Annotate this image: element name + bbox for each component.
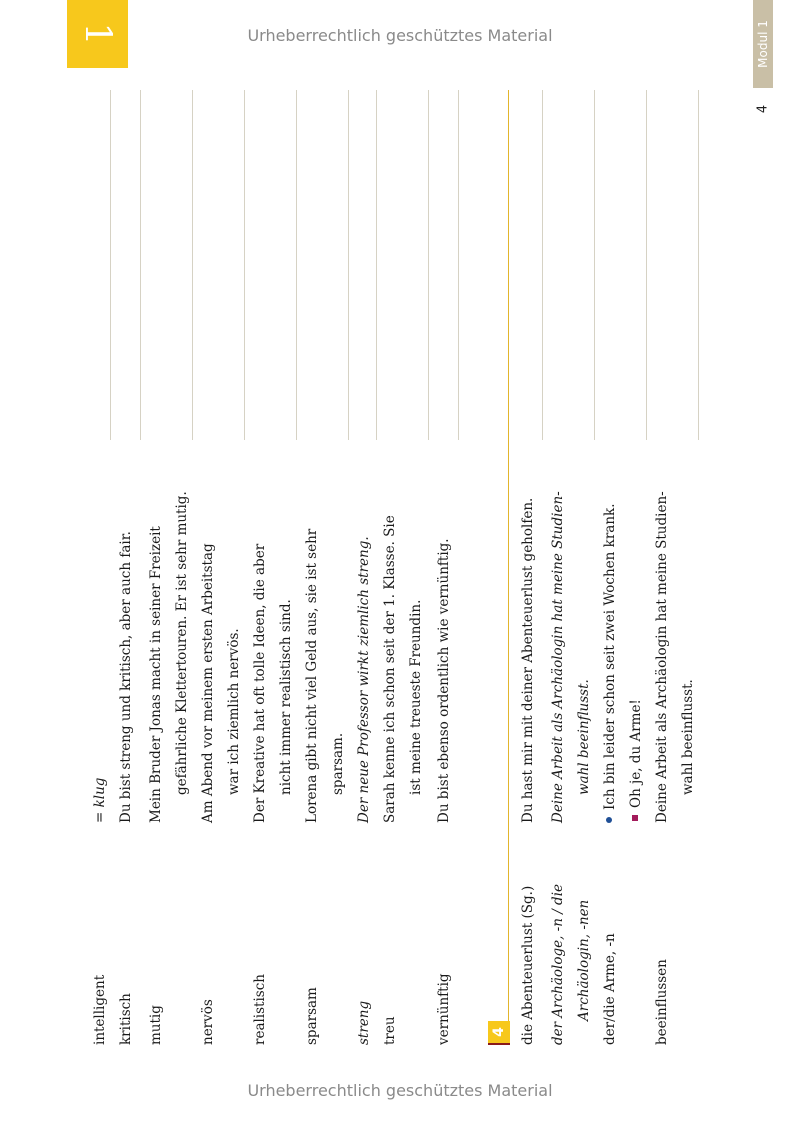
vocab-example xyxy=(88,428,114,823)
note-line xyxy=(646,90,647,440)
example-line: = klug xyxy=(92,777,108,823)
chapter-badge xyxy=(67,0,128,68)
vocab-example xyxy=(196,428,247,823)
module-tab xyxy=(753,0,773,88)
vocab-example xyxy=(650,428,701,823)
vocab-example xyxy=(598,428,649,823)
note-line xyxy=(140,90,141,440)
example-line: Mein Bruder Jonas macht in seiner Freizeit xyxy=(148,526,164,823)
vocab-word: sparsam xyxy=(304,987,320,1045)
watermark-bottom: Urheberrechtlich geschütztes Material xyxy=(247,1081,553,1100)
vocab-word: realistisch xyxy=(252,974,268,1045)
example-line: Deine Arbeit als Archäologin hat meine Studien- xyxy=(550,491,566,823)
vocab-example xyxy=(114,428,140,823)
note-line xyxy=(110,90,111,440)
bullet-circle-icon xyxy=(606,817,612,823)
vocab-word: vernünftig xyxy=(436,973,452,1045)
vocab-word: intelligent xyxy=(92,974,108,1045)
example-line: nicht immer realistisch sind. xyxy=(277,599,294,795)
example-line: Du bist streng und kritisch, aber auch fair. xyxy=(118,531,134,823)
vocab-word: beeinflussen xyxy=(654,959,670,1045)
example-line xyxy=(624,428,650,823)
vocab-example xyxy=(378,428,429,823)
note-line xyxy=(458,90,459,440)
section-divider xyxy=(508,440,509,1021)
example-line: sparsam. xyxy=(329,732,346,795)
vocab-example xyxy=(300,428,351,823)
section-badge: 4 xyxy=(488,1021,510,1045)
example-line: Am Abend vor meinem ersten Arbeitstag xyxy=(200,543,216,823)
vocabulary-table xyxy=(70,80,730,1045)
note-line xyxy=(348,90,349,440)
vocab-word: streng xyxy=(356,1000,372,1045)
dialog-line: Oh je, du Arme! xyxy=(627,699,644,808)
example-line: Sarah kenne ich schon seit der 1. Klasse. Sie xyxy=(382,515,398,823)
vocab-word-line: der Archäologe, -n / die xyxy=(550,883,566,1045)
dialog-line: Ich bin leider schon seit zwei Wochen krank. xyxy=(602,503,618,810)
vocab-word: nervös xyxy=(200,999,216,1045)
page-number xyxy=(755,100,771,118)
note-line xyxy=(594,90,595,440)
note-line xyxy=(296,90,297,440)
example-line xyxy=(598,428,624,823)
vocab-example xyxy=(248,428,299,823)
example-line: wahl beeinflusst. xyxy=(679,679,696,795)
vocab-word: die Abenteuerlust (Sg.) xyxy=(520,885,536,1045)
vocab-word: kritisch xyxy=(118,993,134,1045)
vocab-example xyxy=(432,428,458,823)
watermark-top: Urheberrechtlich geschütztes Material xyxy=(247,26,553,45)
example-line: Deine Arbeit als Archäologin hat meine Studien- xyxy=(654,491,670,823)
note-line xyxy=(192,90,193,440)
vocab-word: der/die Arme, -n xyxy=(602,933,618,1045)
vocab-example xyxy=(546,428,597,823)
example-line: wahl beeinflusst. xyxy=(575,679,592,795)
bullet-square-icon xyxy=(632,815,638,821)
vocab-word: treu xyxy=(382,1016,398,1045)
note-line xyxy=(244,90,245,440)
example-line: Der neue Professor wirkt ziemlich streng. xyxy=(356,536,372,823)
example-line: Lorena gibt nicht viel Geld aus, sie ist sehr xyxy=(304,528,320,823)
vocab-example xyxy=(144,428,195,823)
example-line: Der Kreative hat oft tolle Ideen, die aber xyxy=(252,543,268,823)
module-label: Modul 1 xyxy=(756,20,770,68)
note-line xyxy=(698,90,699,440)
vocab-example xyxy=(516,428,542,823)
example-line: Du hast mir mit deiner Abenteuerlust geholfen. xyxy=(520,497,536,823)
chapter-number: 1 xyxy=(77,22,118,46)
example-line: Du bist ebenso ordentlich wie vernünftig. xyxy=(436,538,452,823)
example-line: war ich ziemlich nervös. xyxy=(225,628,242,795)
page-number-text: 4 xyxy=(755,104,771,114)
example-line: gefährliche Klettertouren. Er ist sehr mutig. xyxy=(173,491,190,795)
note-line xyxy=(376,90,377,440)
note-line xyxy=(508,90,509,440)
vocab-word-line: Archäologin, -nen xyxy=(575,899,592,1021)
example-line: ist meine treueste Freundin. xyxy=(407,599,424,795)
note-line xyxy=(428,90,429,440)
vocab-word xyxy=(546,885,597,1045)
vocab-example xyxy=(352,428,378,823)
note-line xyxy=(542,90,543,440)
vocab-word: mutig xyxy=(148,1005,164,1045)
